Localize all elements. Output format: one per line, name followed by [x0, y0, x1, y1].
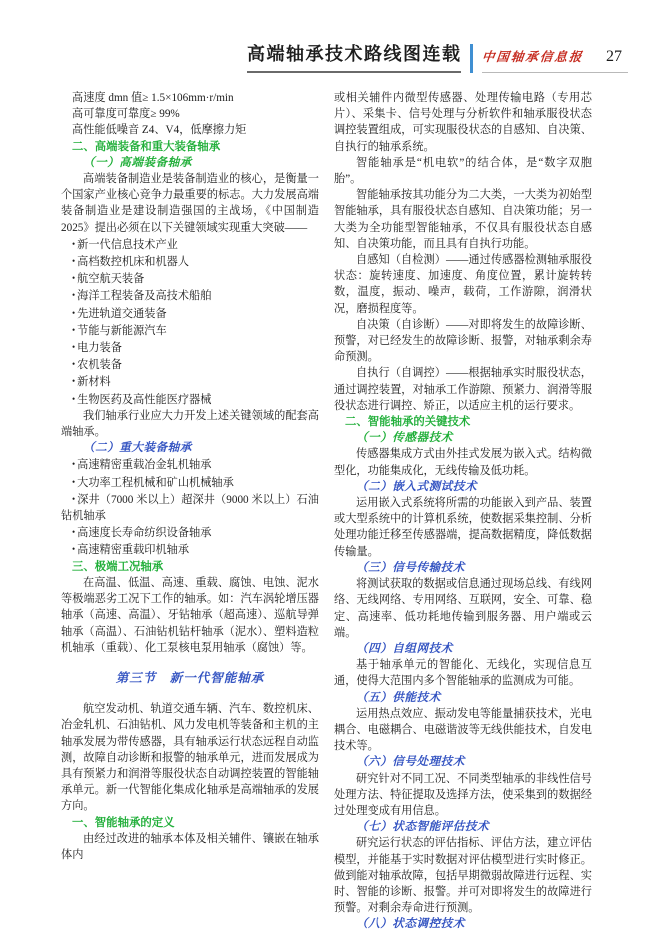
- bullet-item: [61, 491, 319, 524]
- right-column: [334, 90, 592, 933]
- paragraph: 智能轴承按其功能分为二大类，一大类为初始型智能轴承，具有服役状态自感知、自决策功能；另一大类为全功能型智能轴承，不仅具有服役状态自感知、自决策功能，而且具有自执行功能。: [334, 189, 592, 250]
- heading-level2: （六）信号处理技术: [356, 755, 465, 769]
- paragraph: 高端装备制造业是装备制造业的核心，是衡量一个国家产业核心竞争力最重要的标志。大力发展高端装备制造业是建设制造强国的主战场，《中国制造 2025》提出必须在以下关键领域实现重大突破——: [61, 173, 319, 234]
- bullet-item: [61, 541, 319, 558]
- paragraph: 在高温、低温、高速、重载、腐蚀、电蚀、泥水等极端恶劣工况下工作的轴承。如：汽车涡轮增压器轴承（高速、高温）、牙钻轴承（超高速）、巡航导弹轴承（高温）、石油钻机钻杆轴承（泥水）、塑料造粒机轴承（重载）、化工泵核电泵用轴承（腐蚀）等。: [61, 576, 319, 654]
- left-column: [61, 90, 319, 933]
- heading-level2: （八）状态调控技术: [356, 917, 465, 931]
- paragraph: 智能轴承是“机电软”的结合体，是“数字双胞胎”。: [334, 156, 592, 186]
- heading-level1: 二、高端装备和重大装备轴承: [72, 140, 221, 153]
- heading-level1: 一、智能轴承的定义: [72, 816, 175, 829]
- header-right-group: [482, 47, 628, 73]
- bullet-dot-icon: •: [72, 273, 76, 284]
- heading-level2: （二）嵌入式测试技术: [356, 479, 477, 493]
- paragraph: 将测试获取的数据或信息通过现场总线、有线网络、无线网络、专用网络、互联网，安全、可靠、稳定、高速率、低功耗地传输到服务器、用户端或云端。: [334, 578, 592, 639]
- bullet-text: 高速精密重载冶金轧机轴承: [77, 459, 212, 472]
- bullet-item: [61, 322, 319, 339]
- paragraph-continuation: 或相关辅件内微型传感器、处理传输电路（专用芯片）、采集卡、信号处理与分析软件和轴承服役状态调控装置组成，可实现服役状态的自感知、自决策、自执行的轴承系统。: [334, 92, 592, 153]
- bullet-text: 电力装备: [77, 342, 122, 355]
- bullet-dot-icon: •: [72, 393, 76, 404]
- bullet-item: [61, 339, 319, 356]
- bullet-dot-icon: •: [72, 256, 76, 267]
- bullet-dot-icon: •: [72, 476, 76, 487]
- bullet-item: [61, 270, 319, 287]
- bullet-dot-icon: •: [72, 290, 76, 301]
- heading-level2: （二）重大装备轴承: [83, 441, 192, 455]
- heading-level2: （七）状态智能评估技术: [356, 820, 490, 834]
- bullet-text: 先进轨道交通装备: [77, 307, 167, 320]
- paragraph: 自决策（自诊断）——对即将发生的故障诊断、预警，对已经发生的故障诊断、报警，对轴承剩余寿命预测。: [334, 318, 592, 364]
- spec-line: 高速度 dmn 值≥ 1.5×106mm·r/min: [72, 92, 234, 104]
- page-number: 27: [606, 48, 622, 65]
- paragraph: 传感器集成方式由外挂式发展为嵌入式。结构微型化，功能集成化，无线传输及低功耗。: [334, 448, 592, 477]
- heading-level1: 三、极端工况轴承: [72, 560, 164, 573]
- paragraph: 我们轴承行业应大力开发上述关键领域的配套高端轴承。: [61, 409, 319, 439]
- bullet-text: 高速度长寿命纺织设备轴承: [77, 527, 212, 540]
- bullet-dot-icon: •: [72, 324, 76, 335]
- bullet-item: [61, 391, 319, 408]
- bullet-item: [61, 253, 319, 270]
- bullet-dot-icon: •: [72, 527, 76, 538]
- bullet-text: 农机装备: [77, 359, 122, 372]
- bullet-text: 海洋工程装备及高技术船舶: [77, 290, 212, 303]
- page-body: [61, 90, 592, 933]
- bullet-text: 节能与新能源汽车: [77, 324, 167, 337]
- bullet-dot-icon: •: [72, 342, 76, 353]
- bullet-text: 高速精密重载印机轴承: [77, 544, 190, 557]
- bullet-item: [61, 524, 319, 541]
- bullet-dot-icon: •: [72, 359, 76, 370]
- spec-line: 高可靠度可靠度≥ 99%: [72, 108, 180, 121]
- masthead-logo: 中国轴承信息报: [481, 50, 585, 64]
- bullet-text: 深井（7000 米以上）超深井（9000 米以上）石油钻机轴承: [61, 493, 319, 523]
- heading-level2: （一）高端装备轴承: [83, 155, 192, 169]
- bullet-text: 航空航天装备: [77, 273, 145, 286]
- paragraph: 自感知（自检测）——通过传感器检测轴承服役状态：旋转速度、加速度、角度位置，累计旋转转数，温度，振动、噪声，载荷，工作游隙，润滑状况，磨损程度等。: [334, 254, 592, 315]
- paragraph: 研究针对不同工况、不同类型轴承的非线性信号处理方法、特征提取及选择方法，使采集到的数据经过处理变成有用信息。: [334, 772, 592, 817]
- bullet-item: [61, 456, 319, 473]
- bullet-item: [61, 356, 319, 373]
- heading-level2: （五）供能技术: [356, 690, 441, 704]
- bullet-item: [61, 236, 319, 253]
- spec-line: 高性能低噪音 Z4、V4，低摩擦力矩: [72, 124, 247, 137]
- paragraph: 运用热点效应、振动发电等能量捕获技术，光电耦合、电磁耦合、电磁谐波等无线供能技术，自发电技术等。: [334, 707, 592, 753]
- paragraph: 自执行（自调控）——根据轴承实时服役状态，通过调控装置，对轴承工作游隙、预紧力、润滑等服役状态进行调控、矫正，以适应主机的运行要求。: [334, 367, 592, 412]
- bullet-item: [61, 373, 319, 390]
- page-header: [60, 40, 628, 73]
- bullet-dot-icon: •: [72, 459, 76, 470]
- paragraph: 基于轴承单元的智能化、无线化，实现信息互通，使得大范围内多个智能轴承的监测成为可能。: [334, 659, 592, 688]
- bullet-item: [61, 287, 319, 304]
- bullet-dot-icon: •: [72, 376, 76, 387]
- bullet-text: 新材料: [77, 376, 111, 389]
- bullet-dot-icon: •: [72, 544, 76, 555]
- bullet-item: [61, 305, 319, 322]
- paragraph: 航空发动机、轨道交通车辆、汽车、数控机床、冶金轧机、石油钻机、风力发电机等装备和主机的主轴承发展为带传感器，具有轴承运行状态远程自动监测，故障自动诊断和报警的轴承单元，进而发展成为具有预紧力和润滑等服役状态自动调控装置的智能轴承单元。新一代智能化集成化轴承是高端轴承的发展方向。: [61, 703, 319, 813]
- section-title: 第三节 新一代智能轴承: [115, 670, 265, 685]
- heading-level2: （一）传感器技术: [356, 431, 453, 445]
- paragraph: 运用嵌入式系统将所需的功能嵌入到产品、装置或大型系统中的计算机系统，使数据采集控制、分析处理功能迁移至传感器端，提高数据精度，降低数据传输量。: [334, 497, 592, 558]
- bullet-dot-icon: •: [72, 238, 76, 249]
- bullet-text: 高档数控机床和机器人: [77, 256, 190, 269]
- heading-level1: 二、智能轴承的关键技术: [345, 416, 471, 429]
- paragraph: 由经过改进的轴承本体及相关辅件、镶嵌在轴承体内: [61, 832, 319, 861]
- bullet-text: 大功率工程机械和矿山机械轴承: [77, 476, 234, 489]
- bullet-dot-icon: •: [72, 307, 76, 318]
- heading-level2: （四）自组网技术: [356, 641, 453, 655]
- bullet-text: 新一代信息技术产业: [77, 238, 178, 251]
- header-divider-bar: [470, 44, 473, 73]
- bullet-item: [61, 474, 319, 491]
- bullet-text: 生物医药及高性能医疗器械: [77, 393, 212, 406]
- page-title: 高端轴承技术路线图连载: [247, 40, 462, 73]
- bullet-dot-icon: •: [72, 493, 76, 504]
- heading-level2: （三）信号传输技术: [356, 560, 465, 574]
- paragraph: 研究运行状态的评估指标、评估方法，建立评估模型，并能基于实时数据对评估模型进行实时修正。做到能对轴承故障，包括早期微弱故障进行远程、实时、智能的诊断、报警。并可对即将发生的故障进行预警。对剩余寿命进行预测。: [334, 837, 592, 915]
